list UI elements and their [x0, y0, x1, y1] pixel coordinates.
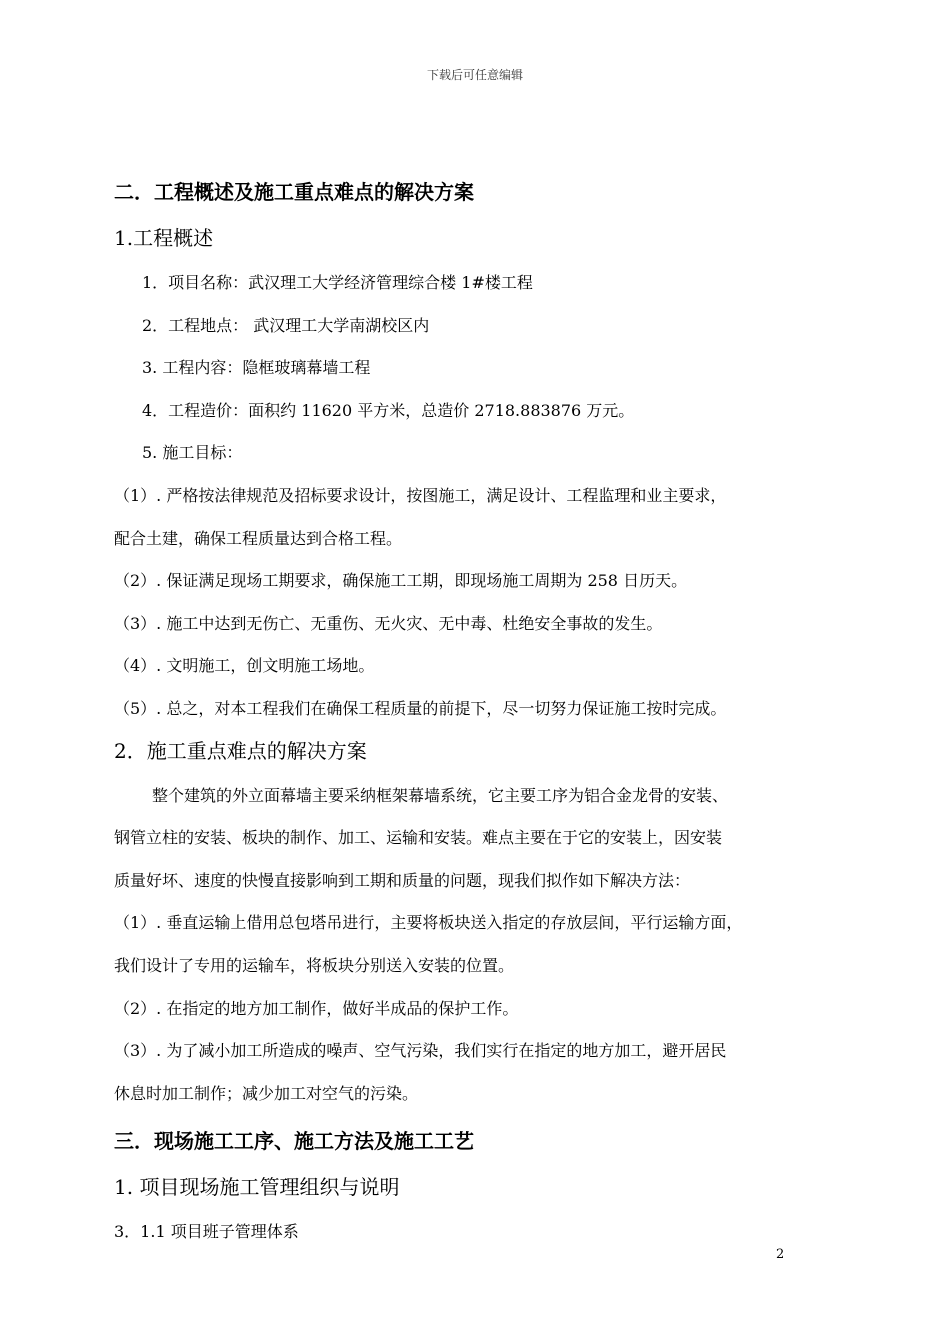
section-2-title: 二．工程概述及施工重点难点的解决方案 [114, 180, 474, 204]
goal-1-line-1: （1）. 严格按法律规范及招标要求设计，按图施工，满足设计、工程监理和业主要求， [114, 485, 727, 505]
solution-2: （2）. 在指定的地方加工制作，做好半成品的保护工作。 [114, 998, 519, 1018]
goal-3: （3）. 施工中达到无伤亡、无重伤、无火灾、无中毒、杜绝安全事故的发生。 [114, 613, 663, 633]
section-3-1-title: 1. 项目现场施工管理组织与说明 [114, 1175, 400, 1200]
solution-3-line-2: 休息时加工制作；减少加工对空气的污染。 [114, 1083, 419, 1103]
goal-5: （5）. 总之，对本工程我们在确保工程质量的前提下，尽一切努力保证施工按时完成。 [114, 698, 727, 718]
section-3-1-1-title: 3．1.1 项目班子管理体系 [114, 1222, 299, 1242]
project-cost-item: 4．工程造价：面积约 11620 平方米，总造价 2718.883876 万元。 [142, 400, 635, 420]
document-body [114, 172, 874, 1254]
solution-1-line-1: （1）. 垂直运输上借用总包塔吊进行，主要将板块送入指定的存放层间，平行运输方面， [114, 913, 743, 933]
header-note: 下载后可任意编辑 [426, 68, 523, 82]
paragraph-line-1: 整个建筑的外立面幕墙主要采纳框架幕墙系统，它主要工序为铝合金龙骨的安装、 [152, 785, 729, 805]
page-number: 2 [776, 1247, 785, 1262]
solution-1-line-2: 我们设计了专用的运输车，将板块分别送入安装的位置。 [114, 955, 515, 975]
goal-1-line-2: 配合土建，确保工程质量达到合格工程。 [114, 528, 403, 548]
section-2-1-title: 1.工程概述 [114, 226, 214, 250]
section-3-title: 三．现场施工工序、施工方法及施工工艺 [114, 1129, 474, 1154]
goal-2: （2）. 保证满足现场工期要求，确保施工工期，即现场施工周期为 258 日历天。 [114, 571, 688, 591]
solution-3-line-1: （3）. 为了减小加工所造成的噪声、空气污染，我们实行在指定的地方加工，避开居民 [114, 1041, 727, 1061]
paragraph-line-2: 钢管立柱的安装、板块的制作、加工、运输和安装。难点主要在于它的安装上，因安装 [114, 828, 723, 848]
project-name-item: 1．项目名称：武汉理工大学经济管理综合楼 1#楼工程 [142, 273, 533, 292]
project-content-item: 3. 工程内容：隐框玻璃幕墙工程 [142, 358, 371, 378]
section-2-2-title: 2．施工重点难点的解决方案 [114, 738, 367, 763]
construction-goal-item: 5. 施工目标： [142, 443, 243, 463]
goal-4: （4）. 文明施工，创文明施工场地。 [114, 656, 375, 676]
project-location-item: 2．工程地点： 武汉理工大学南湖校区内 [142, 315, 430, 335]
paragraph-line-3: 质量好坏、速度的快慢直接影响到工期和质量的问题，现我们拟作如下解决方法： [114, 870, 691, 890]
